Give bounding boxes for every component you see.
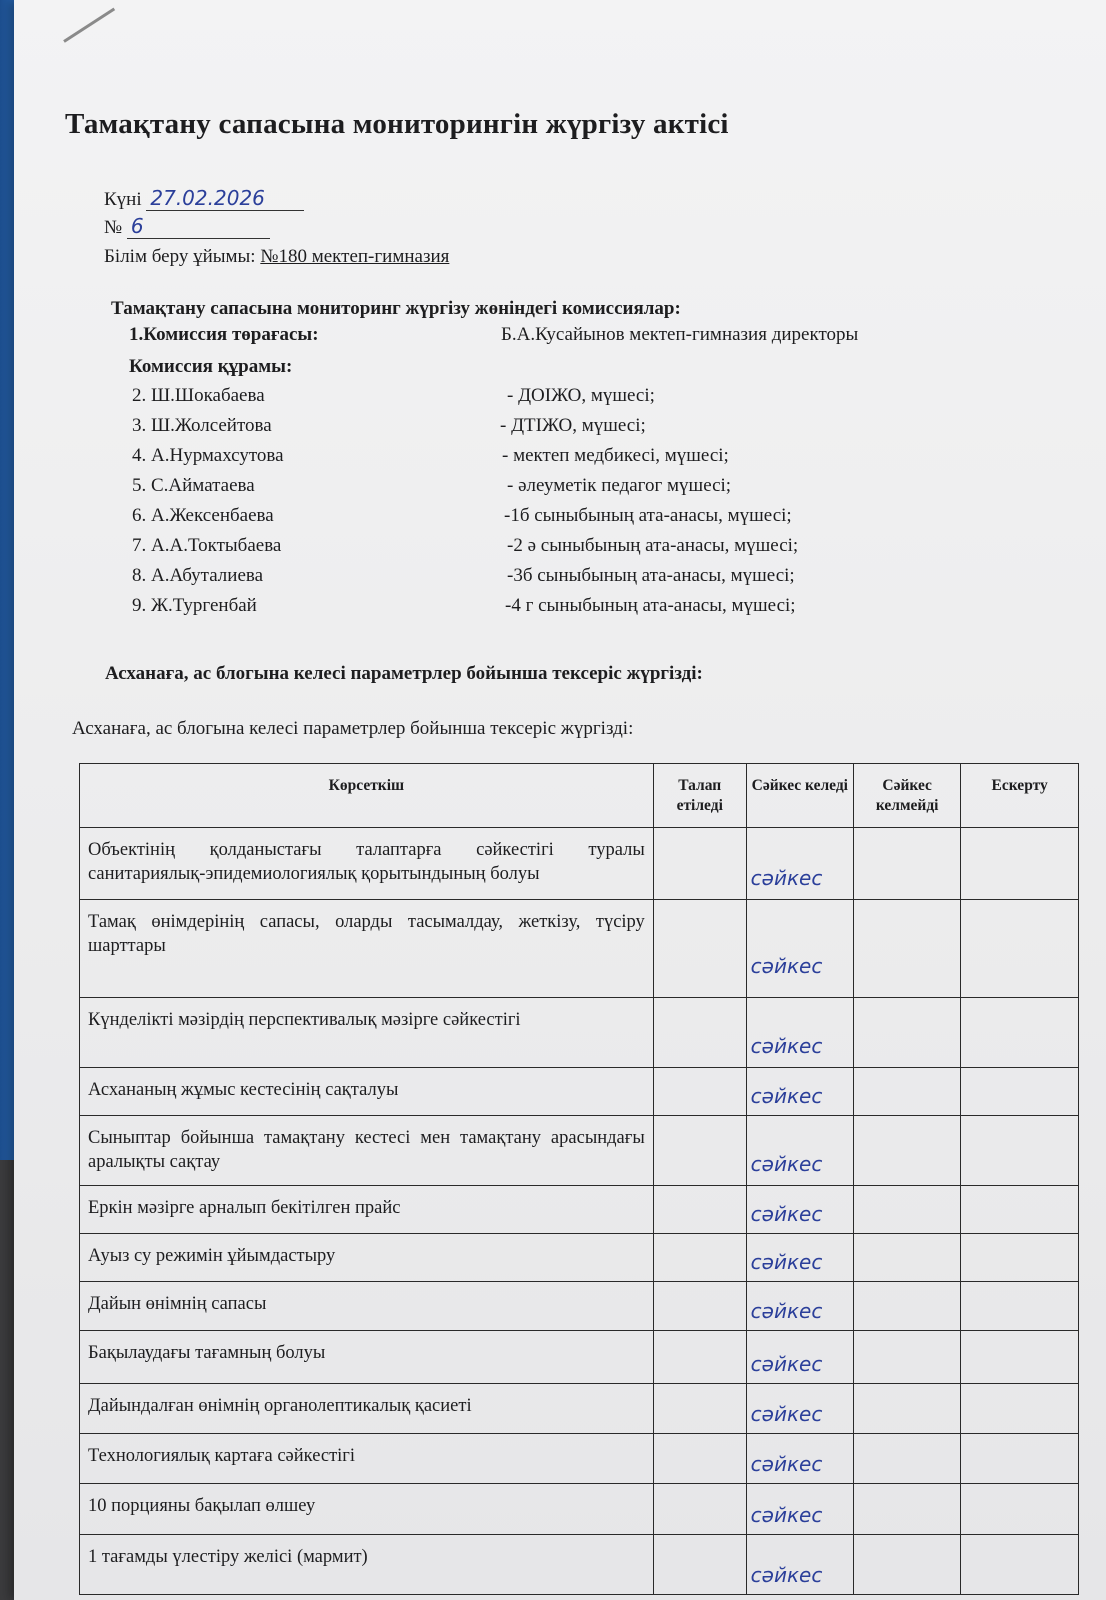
noncompliant-cell: [854, 1434, 961, 1484]
required-cell: [653, 1116, 746, 1186]
indicator-cell: 1 тағамды үлестіру желісі (мармит): [80, 1535, 654, 1595]
table-header-row: [80, 764, 1079, 828]
required-cell: [653, 1434, 746, 1484]
member-name: 3. Ш.Жолсейтова: [132, 415, 272, 436]
table-row: [80, 1384, 1079, 1434]
noncompliant-cell: [854, 998, 961, 1068]
chair-label: 1.Комиссия төрағасы:: [129, 324, 319, 345]
compliant-mark: сәйкес: [750, 1152, 823, 1176]
commission-heading: Тамақтану сапасына мониторинг жүргізу жөніндегі комиссиялар:: [111, 298, 681, 319]
member-name: 7. А.А.Токтыбаева: [132, 535, 282, 556]
compliant-cell: [746, 1484, 853, 1535]
compliant-mark: сәйкес: [750, 1503, 823, 1527]
number-value: 6: [130, 214, 144, 238]
indicator-cell: Технологиялық картаға сәйкестігі: [80, 1434, 654, 1484]
table-row: [80, 1234, 1079, 1282]
number-label: №: [104, 217, 123, 238]
compliant-mark: сәйкес: [750, 1202, 823, 1226]
member-role: - әлеуметік педагог мүшесі;: [507, 475, 732, 496]
number-line: [104, 216, 270, 239]
member-name: 6. А.Жексенбаева: [132, 505, 274, 526]
required-cell: [653, 1484, 746, 1535]
noncompliant-cell: [854, 1384, 961, 1434]
indicator-cell: Еркін мәзірге арналып бекітілген прайс: [80, 1186, 654, 1234]
document-title: Тамақтану сапасына мониторингін жүргізу актісі: [65, 108, 729, 140]
compliant-mark: сәйкес: [750, 954, 823, 978]
number-field: [127, 216, 270, 239]
date-line: [104, 188, 304, 211]
note-cell: [961, 1384, 1079, 1434]
header-indicator: Көрсеткіш: [80, 764, 654, 828]
indicator-cell: 10 порцияны бақылап өлшеу: [80, 1484, 654, 1535]
organization-label: Білім беру ұйымы:: [104, 246, 256, 267]
note-cell: [961, 1282, 1079, 1331]
required-cell: [653, 900, 746, 998]
member-row: [132, 565, 892, 591]
note-cell: [961, 1331, 1079, 1384]
compliant-cell: [746, 1068, 853, 1116]
table-row: [80, 1068, 1079, 1116]
table-row: [80, 998, 1079, 1068]
compliant-cell: [746, 1535, 853, 1595]
required-cell: [653, 1186, 746, 1234]
date-value: 27.02.2026: [150, 186, 265, 210]
note-cell: [961, 1186, 1079, 1234]
required-cell: [653, 1535, 746, 1595]
required-cell: [653, 998, 746, 1068]
indicator-cell: Ауыз су режимін ұйымдастыру: [80, 1234, 654, 1282]
compliant-cell: [746, 998, 853, 1068]
member-row: [132, 415, 892, 441]
compliant-mark: сәйкес: [750, 1352, 823, 1376]
document-sheet: [14, 0, 1106, 1600]
member-role: - мектеп медбикесі, мүшесі;: [502, 445, 729, 466]
note-cell: [961, 828, 1079, 900]
member-name: 5. С.Айматаева: [132, 475, 255, 496]
note-cell: [961, 1434, 1079, 1484]
inspection-table: [79, 763, 1079, 1595]
noncompliant-cell: [854, 1535, 961, 1595]
inspection-heading-bold: Асханаға, ас блогына келесі параметрлер бойынша тексеріс жүргізді:: [105, 663, 703, 684]
indicator-cell: Асхананың жұмыс кестесінің сақталуы: [80, 1068, 654, 1116]
table-row: [80, 1186, 1079, 1234]
header-noncompliant: Сәйкес келмейді: [854, 764, 961, 828]
noncompliant-cell: [854, 1234, 961, 1282]
noncompliant-cell: [854, 1331, 961, 1384]
member-role: - ДТІЖО, мүшесі;: [500, 415, 646, 436]
compliant-cell: [746, 828, 853, 900]
member-row: [132, 535, 892, 561]
member-name: 9. Ж.Тургенбай: [132, 595, 257, 616]
table-row: [80, 900, 1079, 998]
member-name: 4. А.Нурмахсутова: [132, 445, 284, 466]
table-row: [80, 1282, 1079, 1331]
required-cell: [653, 1068, 746, 1116]
member-name: 2. Ш.Шокабаева: [132, 385, 265, 406]
indicator-cell: Дайын өнімнің сапасы: [80, 1282, 654, 1331]
header-note: Ескерту: [961, 764, 1079, 828]
organization-value: №180 мектеп-гимназия: [260, 246, 450, 267]
indicator-cell: Күнделікті мәзірдің перспективалық мәзірге сәйкестігі: [80, 998, 654, 1068]
member-role: - ДОІЖО, мүшесі;: [507, 385, 655, 406]
organization-line: [104, 246, 449, 268]
noncompliant-cell: [854, 1282, 961, 1331]
table-row: [80, 1484, 1079, 1535]
table-row: [80, 1331, 1079, 1384]
noncompliant-cell: [854, 1484, 961, 1535]
compliant-cell: [746, 1384, 853, 1434]
header-required: Талап етіледі: [653, 764, 746, 828]
note-cell: [961, 1068, 1079, 1116]
compliant-cell: [746, 1434, 853, 1484]
member-row: [132, 385, 892, 411]
indicator-cell: Тамақ өнімдерінің сапасы, оларды тасымалдау, жеткізу, түсіру шарттары: [80, 900, 654, 998]
table-row: [80, 1434, 1079, 1484]
indicator-cell: Дайындалған өнімнің органолептикалық қасиеті: [80, 1384, 654, 1434]
required-cell: [653, 828, 746, 900]
member-name: 8. А.Абуталиева: [132, 565, 264, 586]
noncompliant-cell: [854, 828, 961, 900]
member-row: [132, 475, 892, 501]
compliant-mark: сәйкес: [750, 1299, 823, 1323]
required-cell: [653, 1282, 746, 1331]
compliant-cell: [746, 1282, 853, 1331]
noncompliant-cell: [854, 1068, 961, 1116]
compliant-mark: сәйкес: [750, 1402, 823, 1426]
compliant-cell: [746, 1186, 853, 1234]
member-row: [132, 505, 892, 531]
member-role: -1б сыныбының ата-анасы, мүшесі;: [504, 505, 792, 526]
compliant-mark: сәйкес: [750, 1084, 823, 1108]
member-role: -4 г сыныбының ата-анасы, мүшесі;: [505, 595, 796, 616]
compliant-cell: [746, 1331, 853, 1384]
required-cell: [653, 1384, 746, 1434]
inspection-heading-plain: Асханаға, ас блогына келесі параметрлер бойынша тексеріс жүргізді:: [72, 718, 634, 739]
note-cell: [961, 1234, 1079, 1282]
table-row: [80, 828, 1079, 900]
date-label: Күні: [104, 189, 142, 210]
chair-value: Б.А.Кусайынов мектеп-гимназия директоры: [501, 324, 859, 345]
indicator-cell: Объектінің қолданыстағы талаптарға сәйкестігі туралы санитариялық-эпидемиологиялық қорытындының болуы: [80, 828, 654, 900]
compliant-mark: сәйкес: [750, 1452, 823, 1476]
compliant-mark: сәйкес: [750, 866, 823, 890]
compliant-cell: [746, 1116, 853, 1186]
note-cell: [961, 900, 1079, 998]
paperclip-icon: [63, 8, 115, 43]
members-label: Комиссия құрамы:: [129, 356, 293, 377]
noncompliant-cell: [854, 1186, 961, 1234]
indicator-cell: Сыныптар бойынша тамақтану кестесі мен тамақтану арасындағы аралықты сақтау: [80, 1116, 654, 1186]
member-row: [132, 595, 892, 621]
note-cell: [961, 1484, 1079, 1535]
compliant-mark: сәйкес: [750, 1563, 823, 1587]
table-row: [80, 1116, 1079, 1186]
note-cell: [961, 1116, 1079, 1186]
compliant-cell: [746, 1234, 853, 1282]
compliant-mark: сәйкес: [750, 1250, 823, 1274]
member-row: [132, 445, 892, 471]
date-field: [146, 188, 304, 211]
header-compliant: Сәйкес келеді: [746, 764, 853, 828]
compliant-cell: [746, 900, 853, 998]
member-role: -3б сыныбының ата-анасы, мүшесі;: [507, 565, 795, 586]
noncompliant-cell: [854, 900, 961, 998]
compliant-mark: сәйкес: [750, 1034, 823, 1058]
note-cell: [961, 1535, 1079, 1595]
note-cell: [961, 998, 1079, 1068]
required-cell: [653, 1331, 746, 1384]
indicator-cell: Бақылаудағы тағамның болуы: [80, 1331, 654, 1384]
required-cell: [653, 1234, 746, 1282]
noncompliant-cell: [854, 1116, 961, 1186]
member-role: -2 ә сыныбының ата-анасы, мүшесі;: [507, 535, 799, 556]
table-row: [80, 1535, 1079, 1595]
